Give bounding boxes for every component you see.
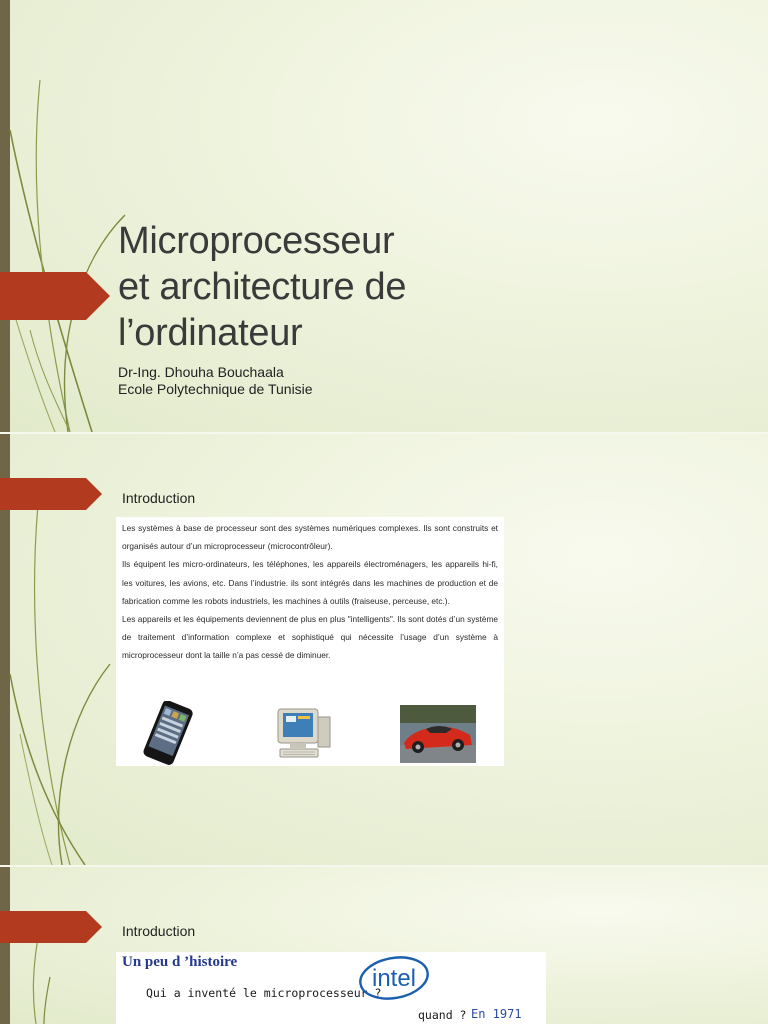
accent-arrow	[0, 478, 102, 510]
section-heading: Introduction	[122, 923, 196, 939]
when-label: quand ?	[418, 1008, 467, 1022]
swirl-decoration	[0, 867, 130, 1024]
paragraph-3: Les appareils et les équipements deviennent de plus en plus "intelligents". Ils sont dotés d’un système de traitement d’information complexe et sophistiqué qui nécessite l’usage d’un système à microprocesseur dont la taille n’a pas cessé de diminuer.	[122, 614, 498, 661]
slide-introduction	[0, 434, 768, 865]
title-line-3: l’ordinateur	[118, 312, 303, 354]
author-name: Dr-Ing. Dhouha Bouchaala	[118, 364, 284, 380]
title-line-2: et architecture de	[118, 266, 407, 308]
institution-name: Ecole Polytechnique de Tunisie	[118, 381, 313, 397]
presentation-subtitle	[118, 364, 313, 398]
slide-title	[0, 0, 768, 432]
swirl-decoration	[0, 0, 130, 432]
desktop-computer-image	[272, 705, 336, 763]
presentation-title	[118, 218, 538, 356]
slide-history	[0, 867, 768, 1024]
paragraph-1: Les systèmes à base de processeur sont des systèmes numériques complexes. Ils sont construits et organisés autour d’un microprocesseur (microcontrôleur).	[122, 523, 498, 552]
intel-logo-text: intel	[371, 965, 417, 992]
accent-arrow	[0, 272, 110, 320]
red-sports-car-image	[400, 705, 476, 763]
intel-logo	[356, 952, 432, 1006]
history-panel	[116, 952, 546, 1024]
section-heading: Introduction	[122, 490, 196, 506]
history-question: Qui a inventé le microprocesseur ?	[146, 986, 382, 1000]
title-line-1: Microprocesseur	[118, 220, 395, 262]
intro-text-block	[116, 517, 504, 766]
paragraph-2: Ils équipent les micro-ordinateurs, les téléphones, les appareils électroménagers, les appareils hi-fi, les voitures, les avions, etc. Dans l’industrie. ils sont intégrés dans les machines de production et de fabrication comme les robots industriels, les machines à outils (fraiseuse, perceuse, etc.).	[122, 559, 498, 606]
accent-arrow	[0, 911, 102, 943]
history-title: Un peu d ’histoire	[122, 954, 238, 970]
smartphone-image	[134, 701, 204, 765]
year-label: En 1971	[471, 1007, 522, 1021]
